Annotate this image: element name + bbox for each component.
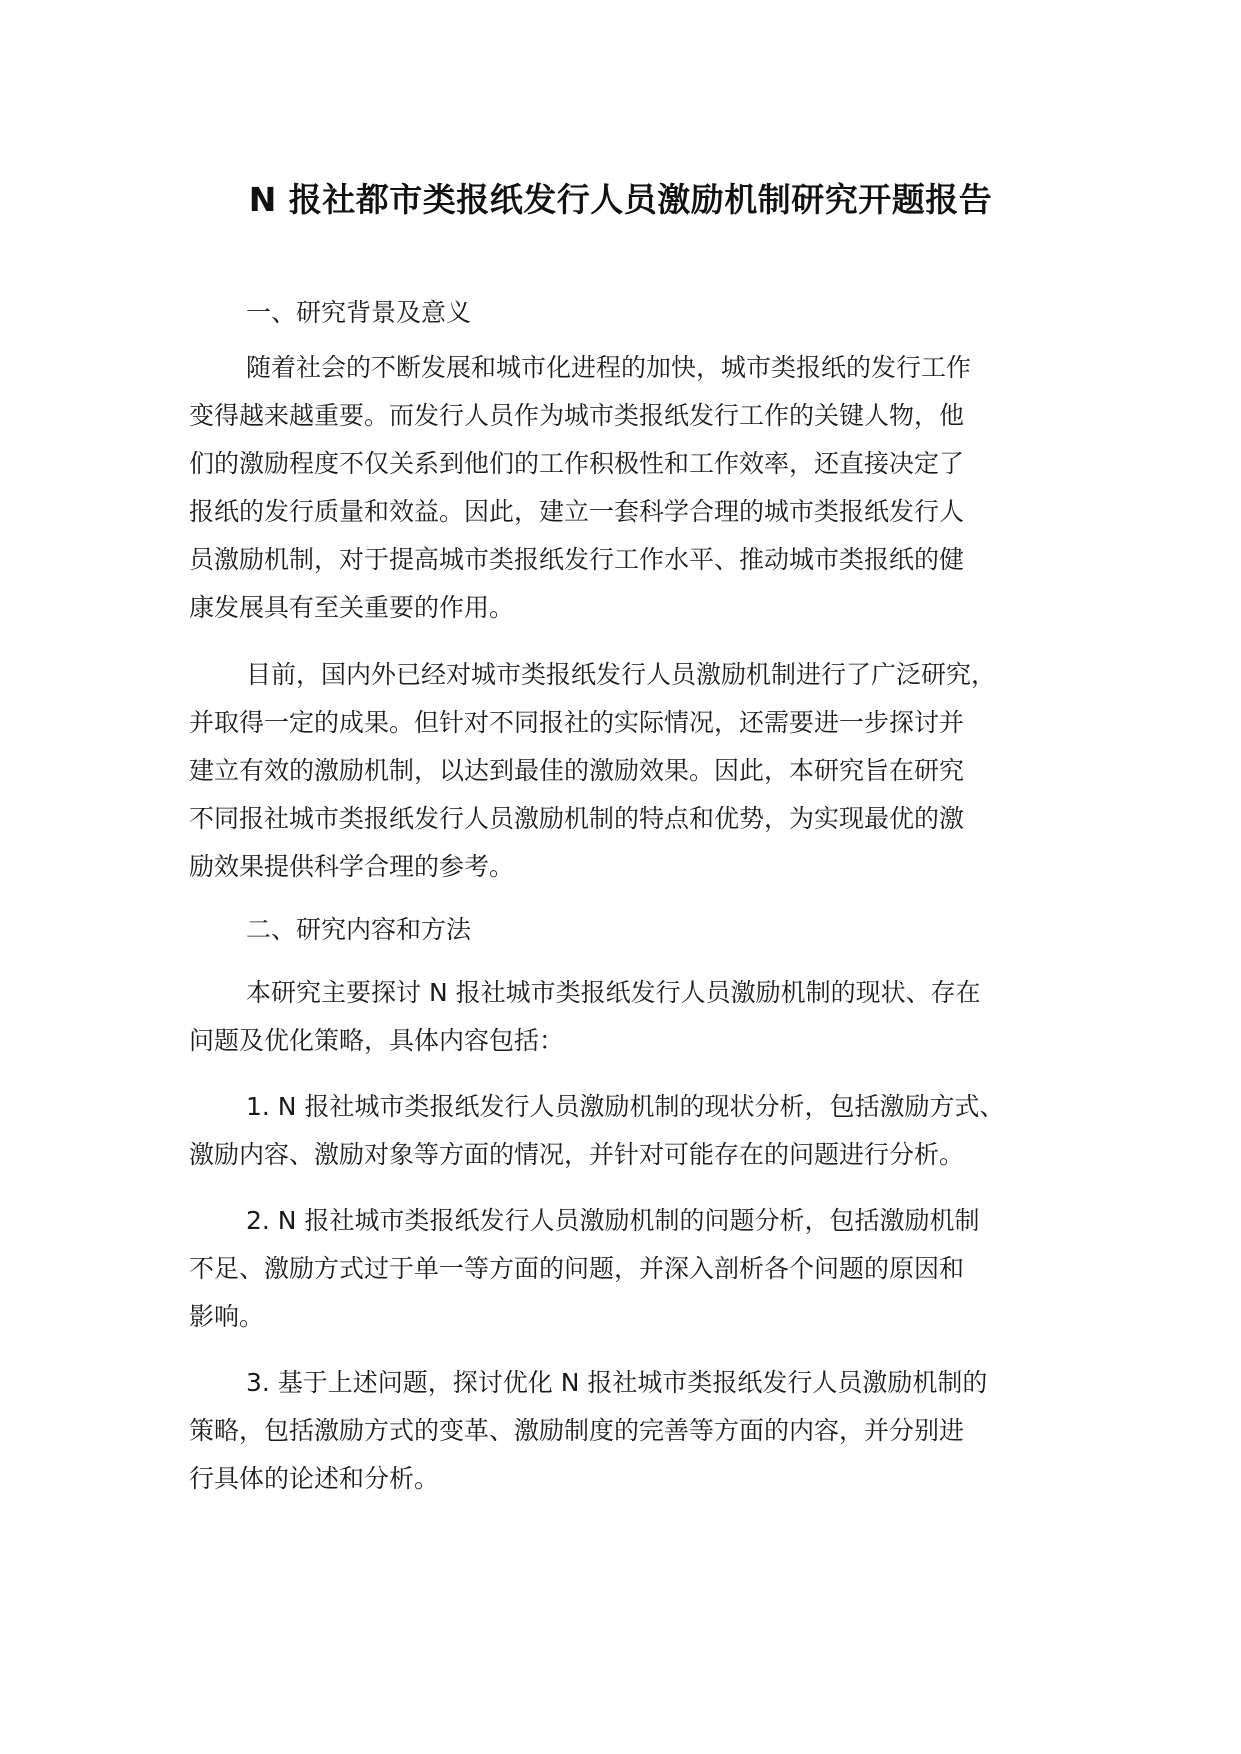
- list-item-line: 不足、激励方式过于单一等方面的问题，并深入剖析各个问题的原因和: [189, 1254, 965, 1283]
- paragraph-line: 本研究主要探讨 N 报社城市类报纸发行人员激励机制的现状、存在: [246, 978, 981, 1007]
- section-heading-methods: 二、研究内容和方法: [246, 915, 472, 944]
- paragraph-line: 们的激励程度不仅关系到他们的工作积极性和工作效率，还直接决定了: [189, 449, 965, 478]
- paragraph-line: 报纸的发行质量和效益。因此，建立一套科学合理的城市类报纸发行人: [189, 497, 965, 526]
- list-item-line: 策略，包括激励方式的变革、激励制度的完善等方面的内容，并分别进: [189, 1416, 965, 1445]
- paragraph-line: 员激励机制，对于提高城市类报纸发行工作水平、推动城市类报纸的健: [189, 545, 965, 574]
- list-item-line: 3. 基于上述问题，探讨优化 N 报社城市类报纸发行人员激励机制的: [246, 1368, 988, 1397]
- paragraph-line: 励效果提供科学合理的参考。: [189, 852, 515, 881]
- paragraph-line: 不同报社城市类报纸发行人员激励机制的特点和优势，为实现最优的激: [189, 804, 965, 833]
- paragraph-line: 随着社会的不断发展和城市化进程的加快，城市类报纸的发行工作: [246, 353, 972, 382]
- paragraph-line: 建立有效的激励机制，以达到最佳的激励效果。因此，本研究旨在研究: [189, 756, 965, 785]
- list-item-line: 1. N 报社城市类报纸发行人员激励机制的现状分析，包括激励方式、: [246, 1092, 1005, 1121]
- list-item-line: 行具体的论述和分析。: [189, 1464, 440, 1493]
- paragraph-line: 目前，国内外已经对城市类报纸发行人员激励机制进行了广泛研究，: [246, 660, 997, 689]
- list-item-line: 2. N 报社城市类报纸发行人员激励机制的问题分析，包括激励机制: [246, 1206, 980, 1235]
- document-title: N 报社都市类报纸发行人员激励机制研究开题报告: [248, 180, 993, 219]
- paragraph-line: 康发展具有至关重要的作用。: [189, 593, 515, 622]
- paragraph-line: 变得越来越重要。而发行人员作为城市类报纸发行工作的关键人物，他: [189, 401, 965, 430]
- paragraph-line: 并取得一定的成果。但针对不同报社的实际情况，还需要进一步探讨并: [189, 708, 965, 737]
- paragraph-line: 问题及优化策略，具体内容包括：: [189, 1026, 565, 1055]
- section-heading-background: 一、研究背景及意义: [246, 298, 472, 327]
- list-item-line: 影响。: [189, 1302, 265, 1331]
- list-item-line: 激励内容、激励对象等方面的情况，并针对可能存在的问题进行分析。: [189, 1140, 965, 1169]
